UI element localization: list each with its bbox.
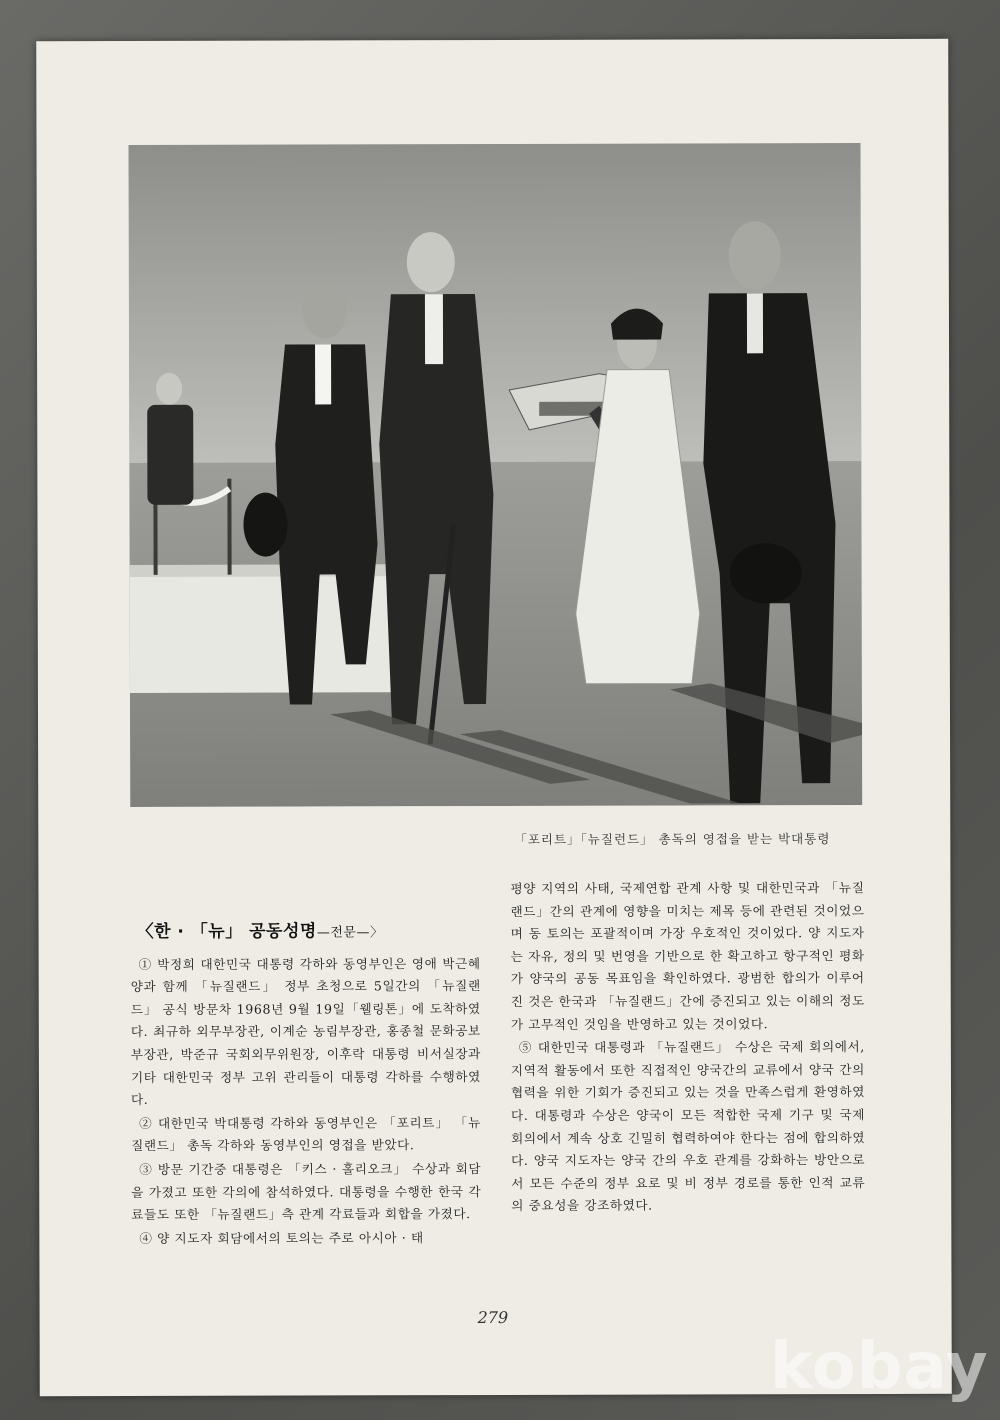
black-white-photo (128, 143, 862, 807)
heading-sub: —전문—〉 (316, 925, 384, 941)
statement-heading (137, 920, 481, 945)
document-page (36, 39, 952, 1396)
paragraph-5: ⑤ 대한민국 대통령과 「뉴질랜드」 수상은 국제 회의에서, 지역적 활동에서 또한 직접적인 양국간의 교류에서 양국 간의 협력을 위한 기회가 증진되고 있는 것을 만족스럽게 환영하였다. 대통령과 수상은 양국이 모든 적합한 국제 기구 및 국제 회의에서 계속 상호 긴밀히 협력하여야 한다는 점에 합의하였다. 양국 지도자는 양국 간의 우호 관계를 강화하는 방안으로서 모든 수준의 정부 요로 및 비 정부 경로를 통한 인적 교류의 중요성을 강조하였다. (510, 1039, 866, 1214)
paragraph-4: ④ 양 지도자 회담에서의 토의는 주로 아시아 · 태 (139, 1229, 424, 1246)
photo-caption: 「포리트」「뉴질런드」 총독의 영접을 받는 박대통령 (514, 831, 831, 847)
text-column-right (510, 877, 865, 1219)
text-column-left (131, 920, 482, 1251)
page-number: 279 (477, 1307, 509, 1328)
kobay-watermark: kobay (770, 1330, 989, 1404)
paragraph-1: ① 박정희 대한민국 대통령 각하와 동영부인은 영애 박근혜양과 함께 「뉴질랜드」 정부 초청으로 5일간의 「뉴질랜드」 공식 방문차 1968년 9월 19일「웰링톤」에 도착하였다. 최규하 외무부장관, 이계순 농림부장관, 홍종철 문화공보부장관, 박준규 국회외무위원장, 이후락 대통령 비서실장과 기타 대한민국 정부 고위 관리들이 대통령 각하를 수행하였다. (130, 955, 481, 1108)
paragraph-4-continued: 평양 지역의 사태, 국제연합 관계 사항 및 대한민국과 「뉴질랜드」간의 관계에 영향을 미치는 제목 등에 관련된 것이었으며 동 토의는 포괄적이며 가장 우호적인 것이었다. 양 지도자는 자유, 정의 및 번영을 기반으로 한 확고하고 항구적인 평화가 양국의 공동 목표임을 확인하였다. 광범한 합의가 이루어진 것은 한국과 「뉴질랜드」간에 증진되고 있는 이해의 정도가 고무적인 것임을 반영하고 있는 것이었다. (510, 880, 865, 1032)
paragraph-2: ② 대한민국 박대통령 각하와 동영부인은 「포리트」 「뉴질랜드」 총독 각하와 동영부인의 영접을 받았다. (131, 1114, 482, 1154)
paragraph-3: ③ 방문 기간중 대통령은 「키스 · 홀리오크」 수상과 회담을 가졌고 또한 각의에 참석하였다. 대통령을 수행한 한국 각료들도 또한 「뉴질랜드」측 관계 각료들과 회합을 가졌다. (131, 1160, 482, 1223)
heading-main: 〈한 · 「뉴」 공동성명 (136, 921, 317, 942)
